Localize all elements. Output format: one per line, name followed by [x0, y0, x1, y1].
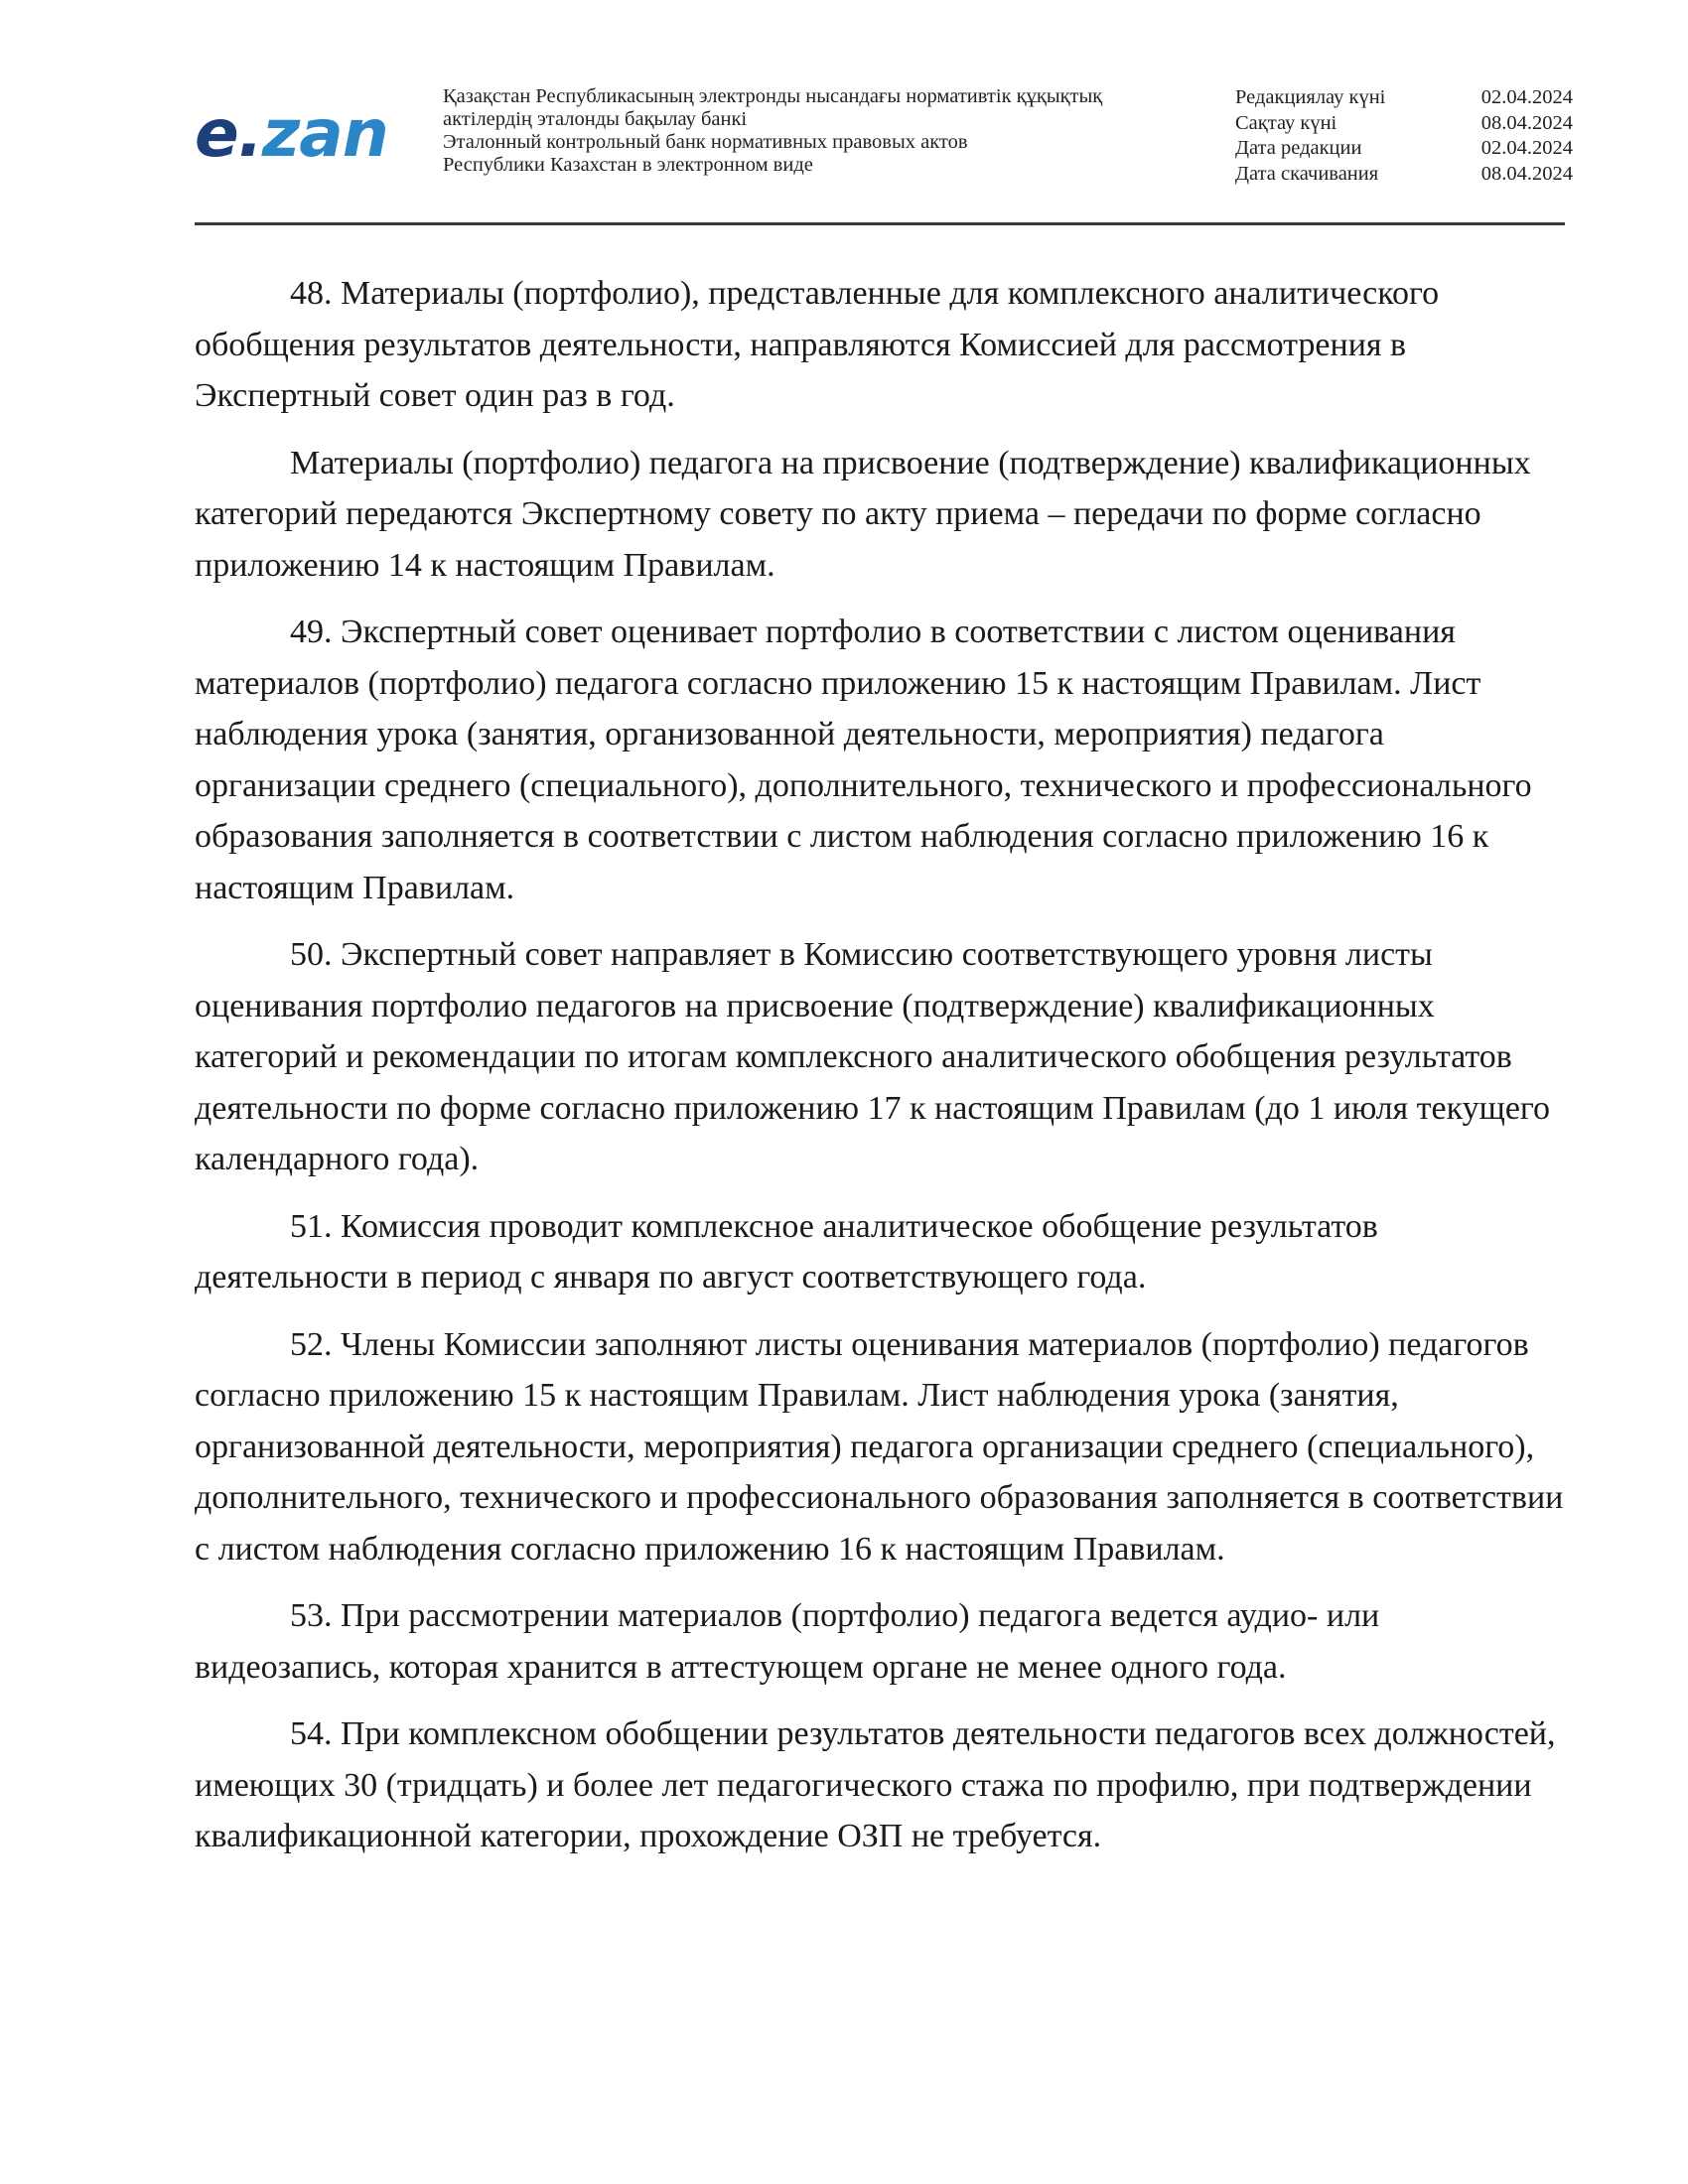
meta-label: Сақтау күні [1235, 111, 1337, 134]
bank-title-line: Республики Казахстан в электронном виде [443, 154, 813, 176]
bank-title-line: актілердің эталонды бақылау банкі [443, 108, 748, 130]
logo-part-dot: . [237, 95, 262, 172]
logo-part-zan: zan [261, 95, 388, 172]
paragraph-53: 53. При рассмотрении материалов (портфолио) педагога ведется аудио- или видеозапись, которая хранится в аттестующем органе не менее одного года. [195, 1597, 1380, 1686]
meta-label: Дата редакции [1235, 137, 1362, 159]
header-divider [195, 222, 1565, 225]
document-body [195, 268, 1565, 1878]
paragraph-48-continued: Материалы (портфолио) педагога на присвоение (подтверждение) квалификационных категорий передаются Экспертному совету по акту приема – передачи по форме согласно приложению 14 к настоящим Правилам. [195, 444, 1531, 584]
page-header [195, 85, 1573, 205]
bank-title-line: Эталонный контрольный банк нормативных правовых актов [443, 131, 968, 153]
meta-value: 08.04.2024 [1480, 162, 1573, 185]
logo-part-e: e [195, 95, 238, 172]
meta-row-edit-date-ru [1235, 136, 1573, 162]
meta-label: Дата скачивания [1235, 162, 1379, 185]
meta-row-edit-date-kz [1235, 85, 1573, 111]
meta-row-save-date-kz [1235, 111, 1573, 137]
document-dates [1235, 85, 1573, 187]
paragraph-49: 49. Экспертный совет оценивает портфолио в соответствии с листом оценивания материалов (портфолио) педагога согласно приложению 15 к настоящим Правилам. Лист наблюдения урока (занятия, организованной деятельности, мероприятия) педагога организации среднего (специального), дополнительного, технического и профессионального образования заполняется в соответствии с листом наблюдения согласно приложению 16 к настоящим Правилам. [195, 614, 1532, 906]
paragraph-52: 52. Члены Комиссии заполняют листы оценивания материалов (портфолио) педагогов согласно приложению 15 к настоящим Правилам. Лист наблюдения урока (занятия, организованной деятельности, мероприятия) педагога организации среднего (специального), дополнительного, технического и профессионального образования заполняется в соответствии с листом наблюдения согласно приложению 16 к настоящим Правилам. [195, 1325, 1564, 1568]
paragraph-50: 50. Экспертный совет направляет в Комиссию соответствующего уровня листы оценивания портфолио педагогов на присвоение (подтверждение) квалификационных категорий и рекомендации по итогам комплексного аналитического обобщения результатов деятельности по форме согласно приложению 17 к настоящим Правилам (до 1 июля текущего календарного года). [195, 936, 1551, 1177]
logo-wordmark [195, 95, 393, 172]
paragraph-48: 48. Материалы (портфолио), представленные для комплексного аналитического обобщения результатов деятельности, направляются Комиссией для рассмотрения в Экспертный совет один раз в год. [195, 275, 1440, 414]
meta-value: 02.04.2024 [1480, 137, 1573, 159]
meta-value: 02.04.2024 [1480, 86, 1573, 108]
paragraph-51: 51. Комиссия проводит комплексное аналитическое обобщение результатов деятельности в период с января по август соответствующего года. [195, 1207, 1378, 1296]
meta-row-download-date-ru [1235, 162, 1573, 188]
meta-value: 08.04.2024 [1480, 111, 1573, 134]
bank-title [443, 85, 1158, 177]
paragraph-54: 54. При комплексном обобщении результатов деятельности педагогов всех должностей, имеющих 30 (тридцать) и более лет педагогического стажа по профилю, при подтверждении квалификационной категории, прохождение ОЗП не требуется. [195, 1715, 1556, 1854]
bank-title-line: Қазақстан Республикасының электронды нысандағы нормативтік құқықтық [443, 85, 1103, 107]
meta-label: Редакциялау күні [1235, 86, 1386, 108]
ezan-logo [195, 95, 393, 172]
